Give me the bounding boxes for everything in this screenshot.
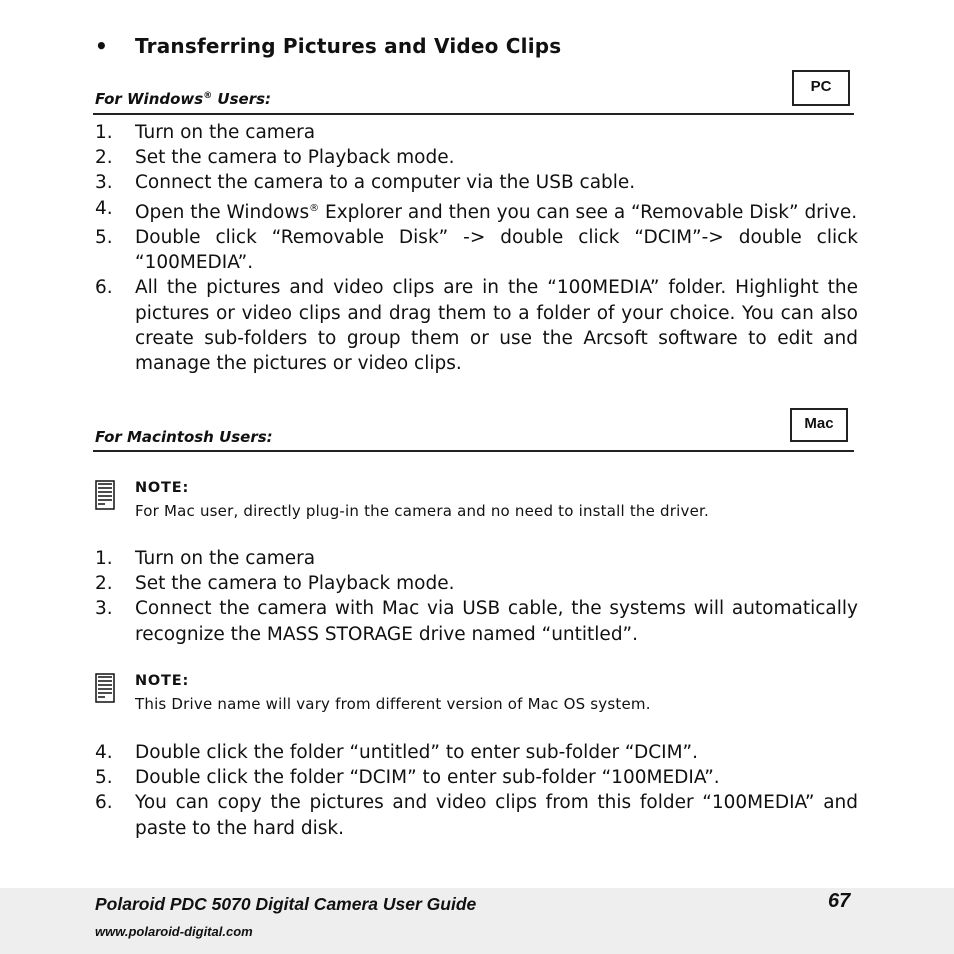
- step-text: Double click the folder “untitled” to enter sub-folder “DCIM”.: [135, 742, 698, 763]
- mac-users-label: For Macintosh Users:: [95, 428, 273, 446]
- step-number: 5.: [95, 226, 113, 248]
- step-text: Double click the folder “DCIM” to enter sub-folder “100MEDIA”.: [135, 767, 720, 789]
- list-item: [95, 571, 858, 596]
- windows-label-text: For Windows: [95, 90, 204, 108]
- step-text: Set the camera to Playback mode.: [135, 147, 455, 169]
- step-number: 4.: [95, 197, 113, 219]
- list-item: [95, 170, 858, 195]
- windows-steps: [95, 120, 858, 376]
- step-number: 6.: [95, 792, 113, 814]
- step-number: 2.: [95, 573, 113, 595]
- list-item: [95, 275, 858, 376]
- step-text: You can copy the pictures and video clips from this folder “100MEDIA” and paste to the hard disk.: [135, 792, 858, 839]
- registered-mark: ®: [309, 202, 320, 214]
- windows-label-suffix: Users:: [212, 90, 272, 108]
- list-item: [95, 145, 858, 170]
- list-item: [95, 790, 858, 840]
- step-text: Double click “Removable Disk” -> double click “DCIM”-> double click “100MEDIA”.: [135, 226, 858, 274]
- list-item: [95, 740, 858, 765]
- list-item: [95, 596, 858, 646]
- note-label: NOTE:: [135, 673, 190, 689]
- note-body: This Drive name will vary from different version of Mac OS system.: [135, 695, 651, 713]
- mac-divider: [93, 450, 854, 452]
- step-text-part: Open the Windows: [135, 201, 310, 223]
- step-number: 6.: [95, 277, 113, 299]
- mac-steps-b: [95, 740, 858, 841]
- note-body: For Mac user, directly plug-in the camera and no need to install the driver.: [135, 502, 709, 520]
- step-text: Turn on the camera: [135, 548, 316, 569]
- step-number: 2.: [95, 147, 113, 169]
- bullet: •: [95, 34, 108, 58]
- registered-mark: ®: [203, 91, 213, 101]
- footer-title: Polaroid PDC 5070 Digital Camera User Guide: [95, 894, 477, 914]
- step-text: Connect the camera with Mac via USB cable, the systems will automatically recognize the MASS STORAGE drive named “untitled”.: [135, 598, 858, 645]
- note-box: [95, 673, 855, 715]
- list-item: [95, 225, 858, 275]
- step-number: 1.: [95, 548, 113, 569]
- step-number: 5.: [95, 767, 113, 789]
- step-text: All the pictures and video clips are in the “100MEDIA” folder. Highlight the pictures or video clips and drag them to a folder of your choice. You can also create sub-folders to group them or use the Arcsoft software to edit and manage the pictures or video clips.: [135, 277, 858, 374]
- step-text: Connect the camera to a computer via the USB cable.: [135, 172, 636, 194]
- section-heading: [95, 34, 561, 58]
- note-icon: [95, 480, 115, 510]
- note-label: NOTE:: [135, 480, 190, 496]
- step-number: 3.: [95, 172, 113, 194]
- step-text: [135, 196, 858, 225]
- note-icon: [95, 673, 115, 703]
- list-item: [95, 765, 858, 790]
- step-number: 3.: [95, 598, 113, 620]
- section-title: Transferring Pictures and Video Clips: [135, 34, 562, 58]
- note-box: [95, 480, 855, 522]
- step-text: Turn on the camera: [135, 122, 316, 143]
- pc-tag: PC: [792, 70, 850, 106]
- list-item: [95, 120, 858, 145]
- page-number: 67: [828, 890, 851, 912]
- page-footer: [0, 888, 954, 954]
- windows-users-label: [95, 90, 271, 108]
- list-item: [95, 196, 858, 225]
- footer-url: www.polaroid-digital.com: [95, 924, 253, 939]
- windows-divider: [93, 113, 854, 115]
- step-number: 4.: [95, 742, 113, 763]
- step-text: Set the camera to Playback mode.: [135, 573, 455, 595]
- mac-tag: Mac: [790, 408, 848, 442]
- mac-steps-a: [95, 546, 858, 647]
- step-number: 1.: [95, 122, 113, 143]
- list-item: [95, 546, 858, 571]
- step-text-part: Explorer and then you can see a “Removable Disk” drive.: [319, 201, 858, 223]
